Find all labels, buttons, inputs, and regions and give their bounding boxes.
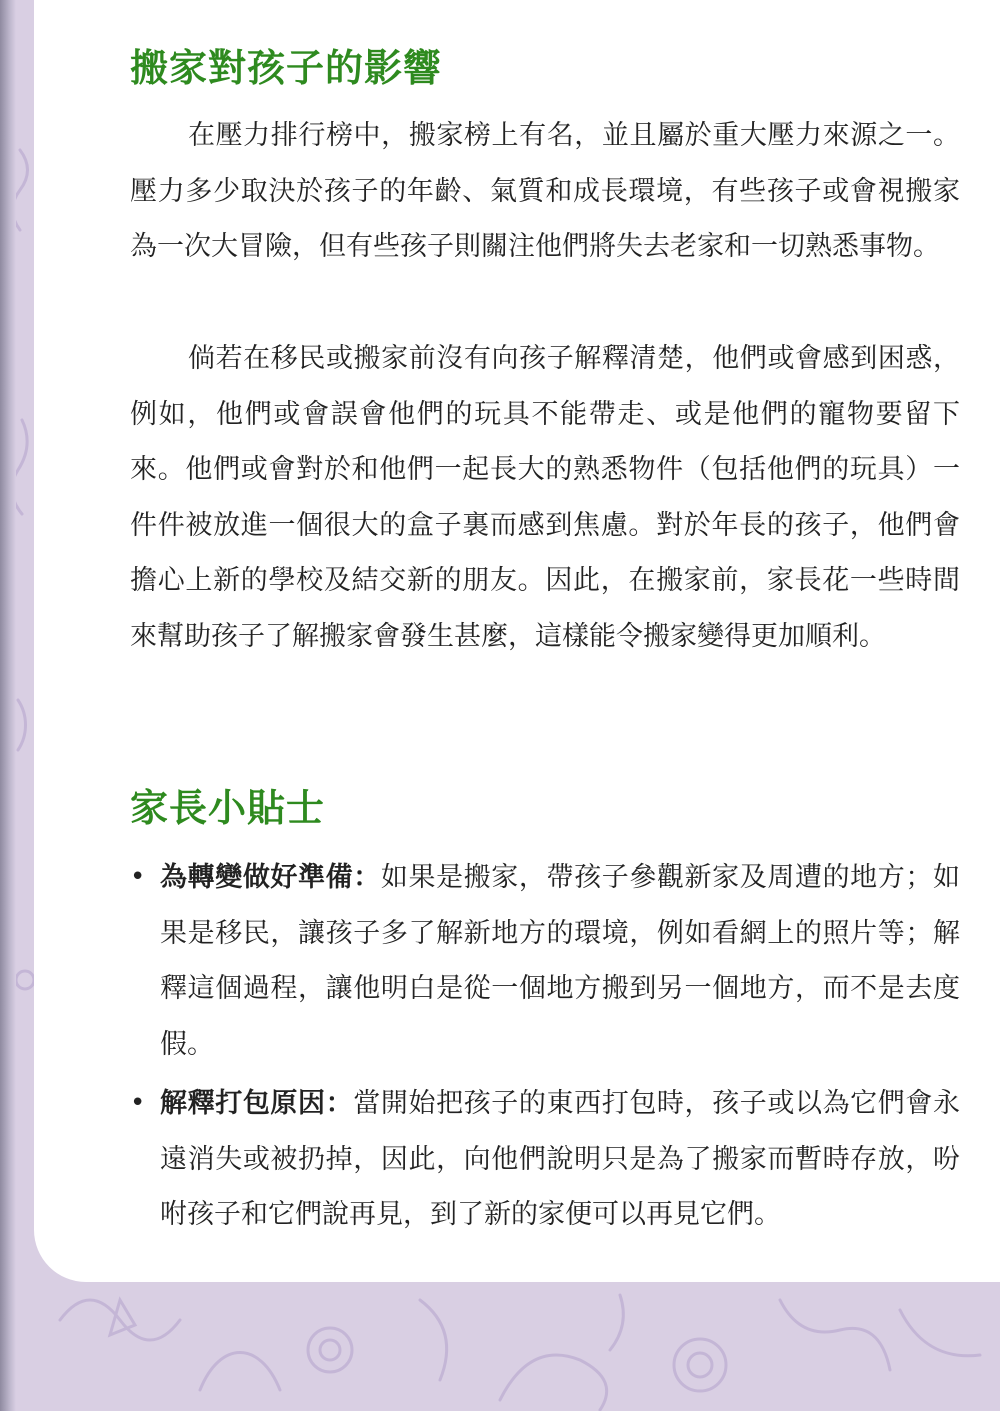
tip-text: 如果是搬家，帶孩子參觀新家及周遭的地方；如果是移民，讓孩子多了解新地方的環境，例如看網上的照片等；解釋這個過程，讓他明白是從一個地方搬到另一個地方，而不是去度假。	[160, 862, 961, 1060]
tip-item-packing	[130, 1076, 960, 1243]
tips-list	[130, 850, 960, 1247]
bullet-icon: •	[130, 862, 146, 892]
tip-title: 解釋打包原因：	[160, 1088, 354, 1119]
tip-item-prepare	[130, 850, 960, 1072]
paragraph-stress: 在壓力排行榜中，搬家榜上有名，並且屬於重大壓力來源之一。壓力多少取決於孩子的年齡、氣質和成長環境，有些孩子或會視搬家為一次大冒險，但有些孩子則關注他們將失去老家和一切熟悉事物。	[130, 120, 960, 262]
book-binding-shadow	[0, 0, 16, 1411]
tip-text: 當開始把孩子的東西打包時，孩子或以為它們會永遠消失或被扔掉，因此，向他們說明只是為了搬家而暫時存放，吩咐孩子和它們說再見，到了新的家便可以再見它們。	[160, 1088, 960, 1230]
section-title-moving-impact: 搬家對孩子的影響	[130, 46, 443, 90]
bullet-icon: •	[130, 1088, 146, 1118]
tip-title: 為轉變做好準備：	[160, 862, 381, 893]
paragraph-explain: 倘若在移民或搬家前沒有向孩子解釋清楚，他們或會感到困惑，例如，他們或會誤會他們的玩具不能帶走、或是他們的寵物要留下來。他們或會對於和他們一起長大的熟悉物件（包括他們的玩具）一件件被放進一個很大的盒子裏而感到焦慮。對於年長的孩子，他們會擔心上新的學校及結交新的朋友。因此，在搬家前，家長花一些時間來幫助孩子了解搬家會發生甚麼，這樣能令搬家變得更加順利。	[130, 343, 960, 652]
section-title-parent-tips: 家長小貼士	[130, 786, 326, 830]
